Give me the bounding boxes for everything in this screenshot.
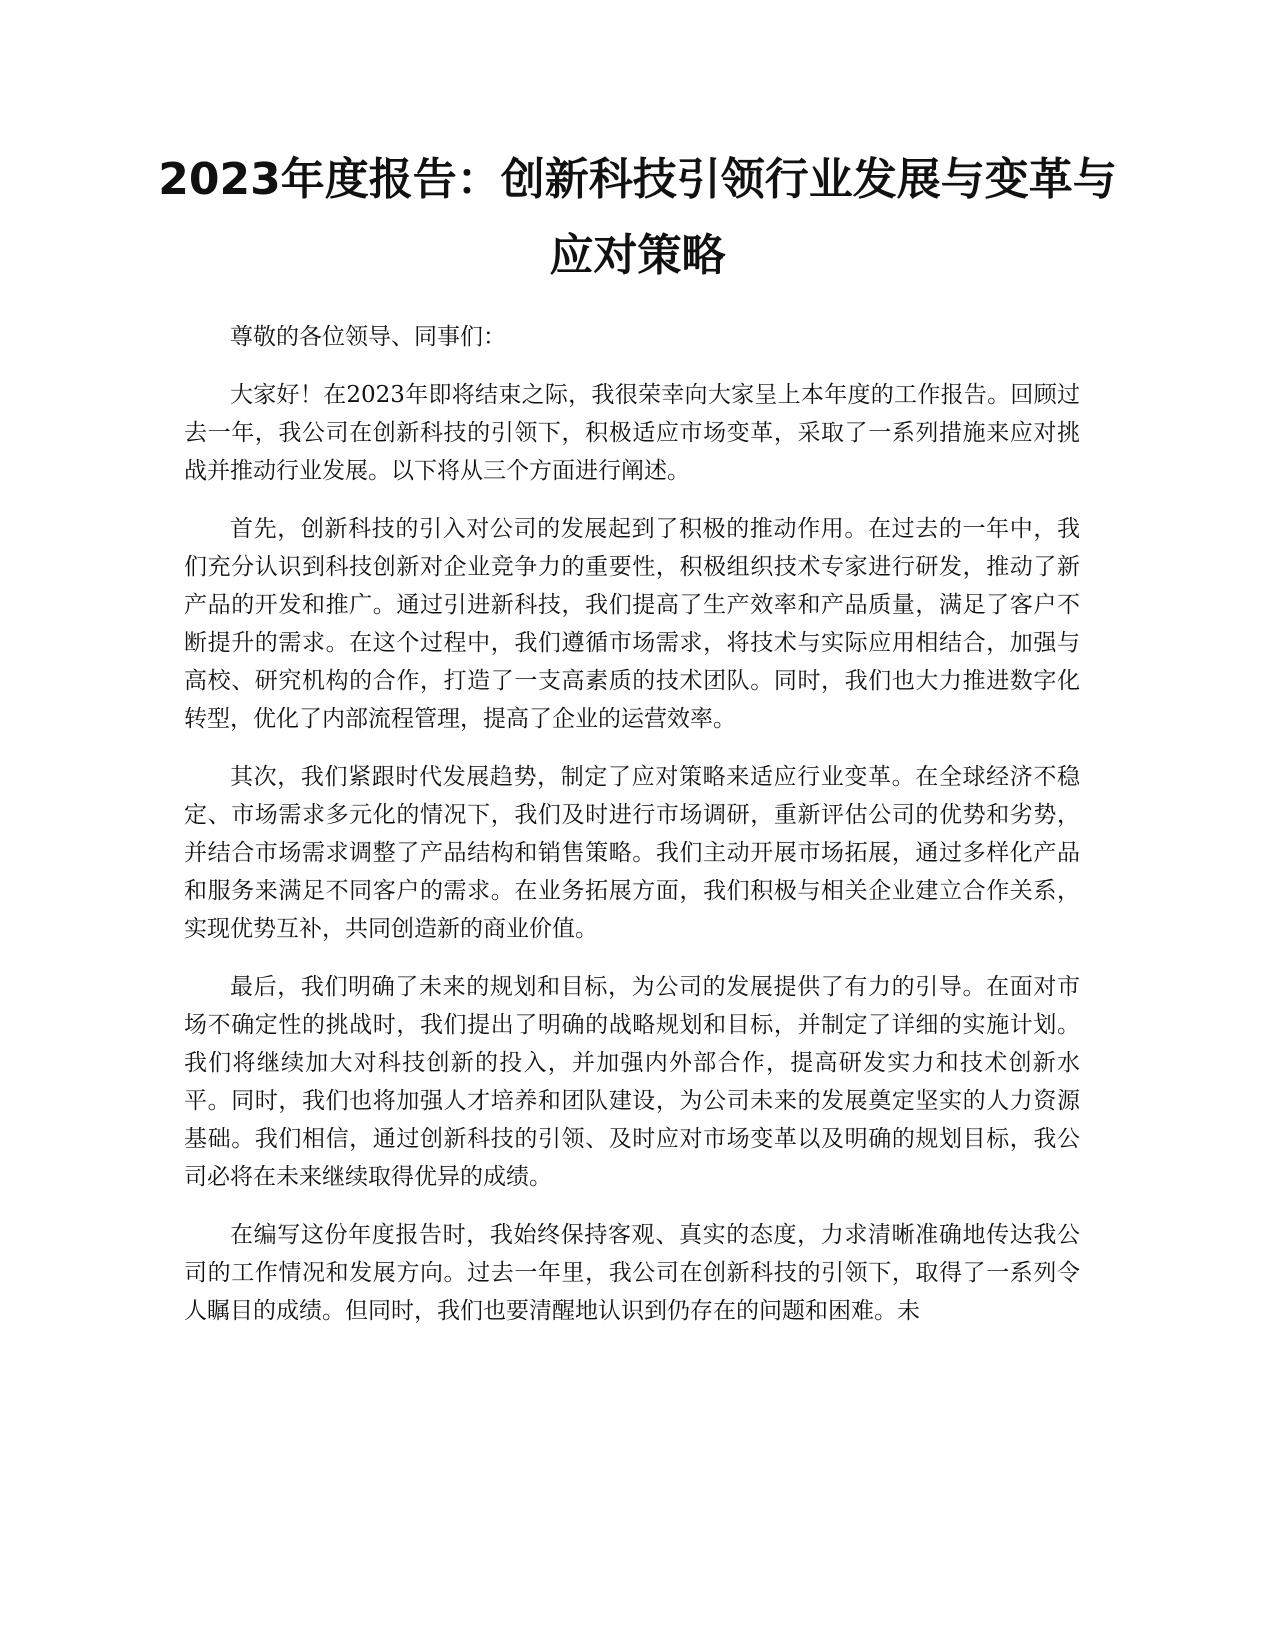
paragraph-second-point: 其次，我们紧跟时代发展趋势，制定了应对策略来适应行业变革。在全球经济不稳定、市场需求多元化的情况下，我们及时进行市场调研，重新评估公司的优势和劣势，并结合市场需求调整了产品结构和销售策略。我们主动开展市场拓展，通过多样化产品和服务来满足不同客户的需求。在业务拓展方面，我们积极与相关企业建立合作关系，实现优势互补，共同创造新的商业价值。 bbox=[184, 764, 1080, 942]
paragraph-salutation: 尊敬的各位领导、同事们： bbox=[230, 324, 506, 350]
paragraph-closing: 在编写这份年度报告时，我始终保持客观、真实的态度，力求清晰准确地传达我公司的工作情况和发展方向。过去一年里，我公司在创新科技的引领下，取得了一系列令人瞩目的成绩。但同时，我们也要清醒地认识到仍存在的问题和困难。未 bbox=[184, 1222, 1080, 1324]
document-body bbox=[184, 318, 1080, 1350]
paragraph-third-point: 最后，我们明确了未来的规划和目标，为公司的发展提供了有力的引导。在面对市场不确定性的挑战时，我们提出了明确的战略规划和目标，并制定了详细的实施计划。我们将继续加大对科技创新的投入，并加强内外部合作，提高研发实力和技术创新水平。同时，我们也将加强人才培养和团队建设，为公司未来的发展奠定坚实的人力资源基础。我们相信，通过创新科技的引领、及时应对市场变革以及明确的规划目标，我公司必将在未来继续取得优异的成绩。 bbox=[184, 974, 1080, 1190]
paragraph-first-point: 首先，创新科技的引入对公司的发展起到了积极的推动作用。在过去的一年中，我们充分认识到科技创新对企业竞争力的重要性，积极组织技术专家进行研发，推动了新产品的开发和推广。通过引进新科技，我们提高了生产效率和产品质量，满足了客户不断提升的需求。在这个过程中，我们遵循市场需求，将技术与实际应用相结合，加强与高校、研究机构的合作，打造了一支高素质的技术团队。同时，我们也大力推进数字化转型，优化了内部流程管理，提高了企业的运营效率。 bbox=[184, 516, 1080, 732]
document-title: 2023年度报告：创新科技引领行业发展与变革与应对策略 bbox=[158, 154, 1117, 281]
paragraph-intro: 大家好！在2023年即将结束之际，我很荣幸向大家呈上本年度的工作报告。回顾过去一年，我公司在创新科技的引领下，积极适应市场变革，采取了一系列措施来应对挑战并推动行业发展。以下将从三个方面进行阐述。 bbox=[184, 382, 1080, 484]
